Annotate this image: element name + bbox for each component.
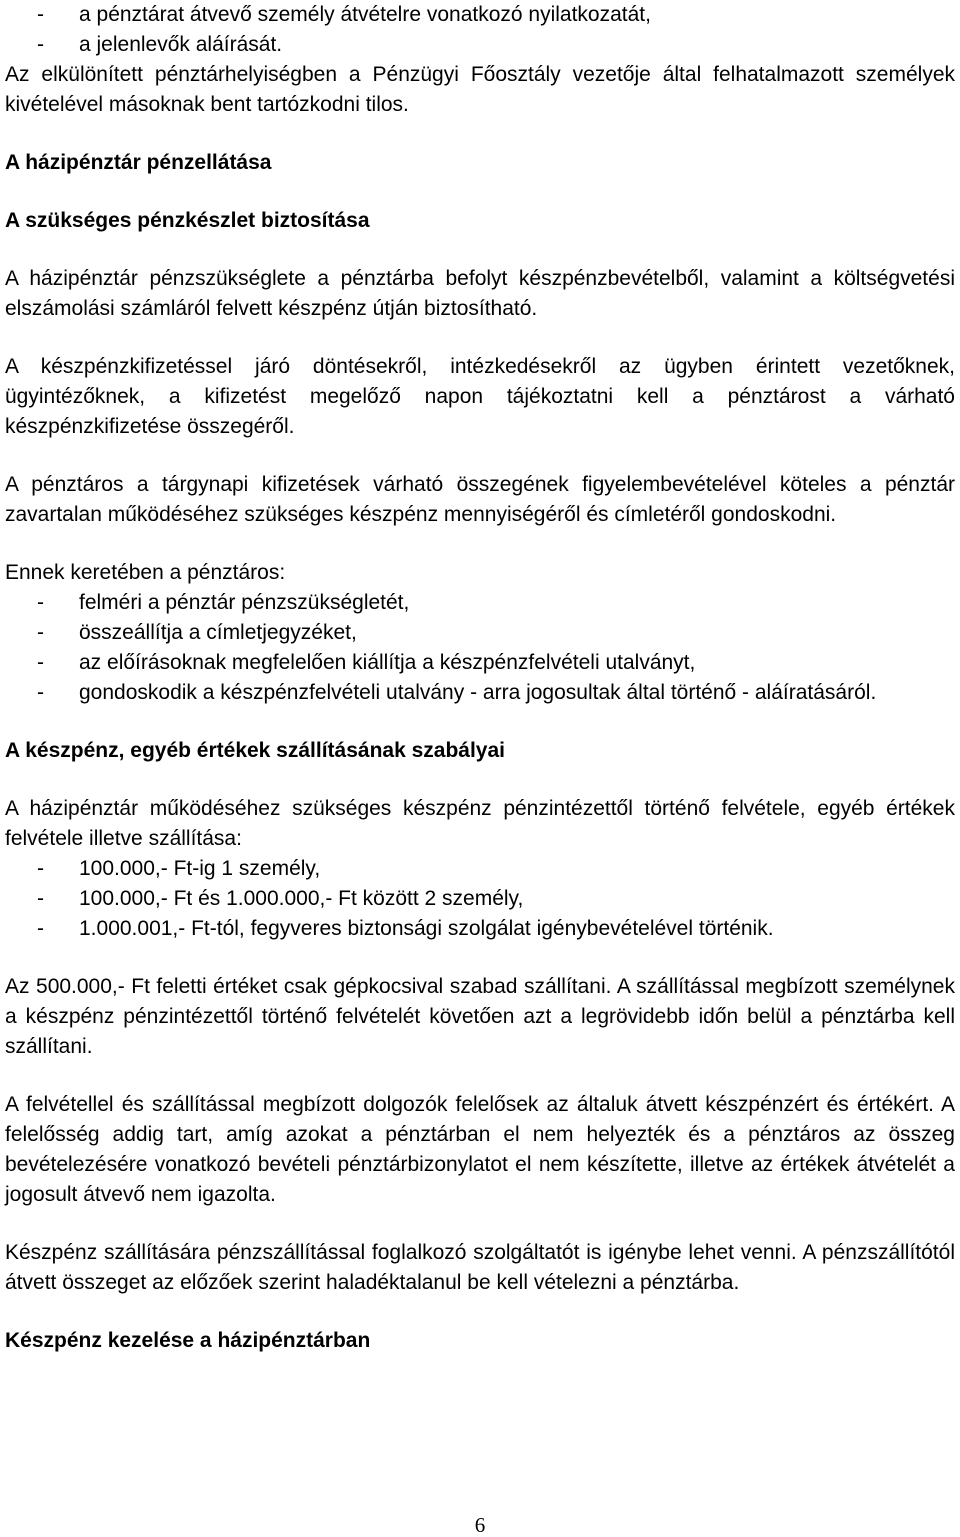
heading-supply: A házipénztár pénzellátása [5,151,272,174]
paragraph-responsible: A felvétellel és szállítással megbízott dolgozók felelősek az általuk átvett készpénzért és értékért. A felelősség addig tart, amíg azokat a pénztárban el nem helyezték és a pénztáros az összeg bevételezésére vonatkozó bevételi pénztárbizonylatot el nem készítette, illetve az értékek átvételét a jogosult átvevő nem igazolta. [5,1093,955,1206]
heading-stock: A szükséges pénzkészlet biztosítása [5,209,370,232]
transport-list [5,854,955,944]
list-item: - az előírásoknak megfelelően kiállítja a készpénzfelvételi utalványt, [37,651,696,674]
paragraph-cashier: A pénztáros a tárgynapi kifizetések várható összegének figyelembevételével köteles a pénztár zavartalan működéséhez szükséges készpénz mennyiségéről és címletéről gondoskodni. [5,473,955,526]
list-item: - 100.000,- Ft és 1.000.000,- Ft között 2 személy, [37,887,524,910]
list-item: - 100.000,- Ft-ig 1 személy, [37,857,321,880]
paragraph-access: Az elkülönített pénztárhelyiségben a Pénzügyi Főosztály vezetője által felhatalmazott személyek kivételével másoknak bent tartózkodni tilos. [5,63,955,116]
list-item: - a jelenlevők aláírását. [37,33,283,56]
list-item: - gondoskodik a készpénzfelvételi utalvány - arra jogosultak által történő - aláíratásáról. [37,681,877,704]
list-item: - a pénztárat átvevő személy átvételre vonatkozó nyilatkozatát, [37,3,651,26]
paragraph-within: Ennek keretében a pénztáros: [5,561,286,584]
paragraph-service: Készpénz szállítására pénzszállítással foglalkozó szolgáltatót is igénybe lehet venni. A pénzszállítótól átvett összeget az előzőek szerint haladéktalanul be kell vételezni a pénztárba. [5,1241,955,1294]
heading-transport: A készpénz, egyéb értékek szállításának szabályai [5,739,505,762]
list-item: - felméri a pénztár pénzszükségletét, [37,591,410,614]
list-item: - 1.000.001,- Ft-tól, fegyveres biztonsági szolgálat igénybevételével történik. [37,917,774,940]
page-number: 6 [474,1513,486,1537]
paragraph-need: A házipénztár pénzszükséglete a pénztárba befolyt készpénzbevételből, valamint a költségvetési elszámolási számláról felvett készpénz útján biztosítható. [5,267,955,320]
paragraph-transport: A házipénztár működéséhez szükséges készpénz pénzintézettől történő felvétele, egyéb értékek felvétele illetve szállítása: [5,797,955,850]
top-list [5,0,955,60]
cashier-list [5,588,955,708]
paragraph-car: Az 500.000,- Ft feletti értéket csak gépkocsival szabad szállítani. A szállítással megbízott személynek a készpénz pénzintézettől történő felvételét követően azt a legrövidebb időn belül a pénztárba kell szállítani. [5,975,955,1058]
list-item: - összeállítja a címletjegyzéket, [37,621,357,644]
paragraph-decision: A készpénzkifizetéssel járó döntésekről, intézkedésekről az ügyben érintett vezetőknek, ügyintézőknek, a kifizetést megelőző napon tájékoztatni kell a pénztárost a várható készpénzkifizetése összegéről. [5,355,955,438]
heading-handling: Készpénz kezelése a házipénztárban [5,1329,371,1352]
document-page [5,0,955,1356]
